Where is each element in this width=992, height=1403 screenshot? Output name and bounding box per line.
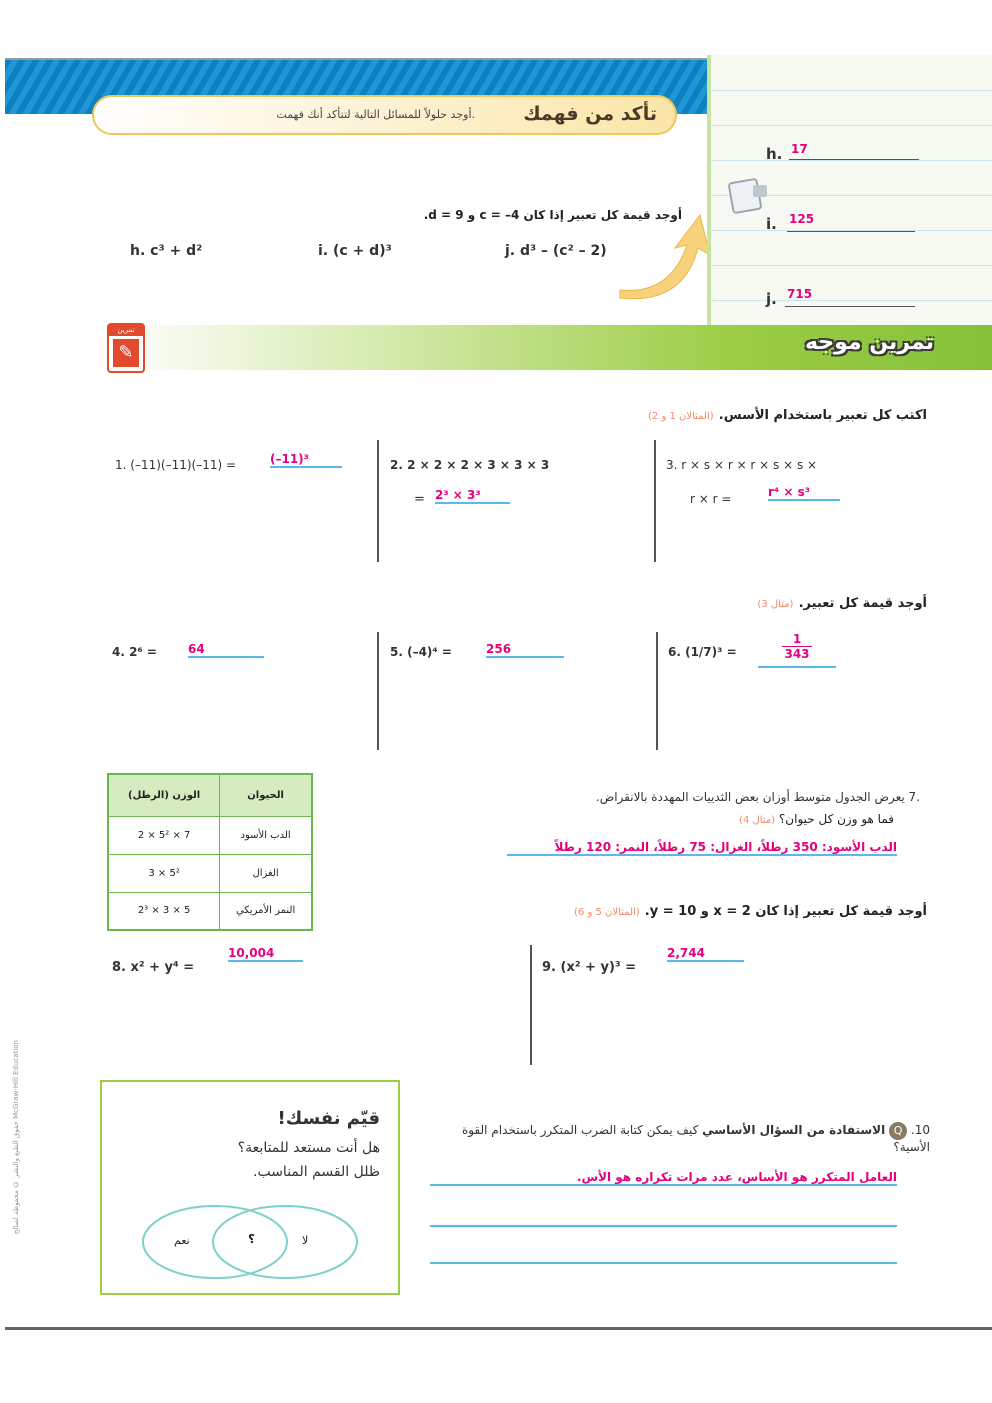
answer-10-line-2[interactable] — [430, 1213, 897, 1227]
problem-6: 6. (1/7)³ = — [668, 645, 737, 659]
table-cell-weight: 3 × 5² — [108, 854, 220, 892]
problem-2: 2. 2 × 2 × 2 × 3 × 3 × 3 — [390, 458, 550, 472]
problem-3-line1: 3. r × s × r × r × s × s × — [666, 458, 818, 472]
check-problem-i: i. (c + d)³ — [318, 243, 392, 259]
answer-2[interactable]: 2³ × 3³ — [435, 488, 510, 504]
answer-1[interactable]: (–11)³ — [270, 452, 342, 468]
table-row — [108, 816, 312, 854]
pencil-check-icon: ✎ — [113, 339, 139, 367]
table-cell-animal: الدب الأسود — [220, 816, 312, 854]
problem-1: 1. (–11)(–11)(–11) = — [115, 458, 237, 472]
self-assessment-box — [100, 1080, 400, 1295]
answer-9[interactable]: 2,744 — [667, 946, 744, 962]
guided-practice-title: تمرين موجه — [804, 330, 934, 355]
answer-7[interactable]: الدب الأسود: 350 رطلاً، الغزال: 75 رطلاً، النمر: 120 رطلاً — [507, 840, 897, 856]
check-problem-h: h. c³ + d² — [130, 243, 203, 259]
answer-6-denominator: 343 — [784, 647, 810, 661]
practice-badge-tag: تمرين — [109, 325, 143, 336]
problem-7-line2: فما هو وزن كل حيوان؟ (مثال 4) — [739, 812, 894, 826]
notebook-icon — [727, 177, 775, 217]
answer-10-line-3[interactable] — [430, 1250, 897, 1264]
animals-table — [107, 773, 313, 931]
table-row — [108, 854, 312, 892]
answer-h: 17 — [791, 142, 808, 156]
answer-panel — [707, 55, 992, 325]
check-instruction: أوجد قيمة كل تعبير إذا كان 4– = c و 9 = d. — [423, 208, 682, 222]
answer-5[interactable]: 256 — [486, 642, 564, 658]
table-cell-weight: 2 × 5² × 7 — [108, 816, 220, 854]
answer-4[interactable]: 64 — [188, 642, 264, 658]
venn-no-label[interactable]: لا — [302, 1234, 309, 1247]
answer-6-numerator: 1 — [782, 632, 812, 647]
answer-label-h: h. — [766, 145, 783, 163]
venn-yes-label[interactable]: نعم — [174, 1234, 190, 1247]
table-row — [108, 892, 312, 930]
answer-i: 125 — [789, 212, 815, 226]
answer-label-j: j. — [766, 290, 777, 308]
problem-5: 5. (–4)⁴ = — [390, 645, 452, 659]
answer-j: 715 — [787, 287, 813, 301]
table-cell-weight: 2³ × 3 × 5 — [108, 892, 220, 930]
venn-maybe-label[interactable]: ؟ — [248, 1232, 255, 1246]
problem-10: 10. Q الاستفادة من السؤال الأساسي كيف يمكن كتابة الضرب المتكرر باستخدام القوة الأسية؟ — [461, 1123, 930, 1154]
instruction-2: أوجد قيمة كل تعبير. (مثال 3) — [757, 596, 927, 611]
answer-6[interactable] — [758, 632, 836, 668]
practice-badge-icon — [107, 323, 145, 373]
problem-4: 4. 2⁶ = — [112, 645, 157, 659]
instruction-1: اكتب كل تعبير باستخدام الأسس. (المثالان 1 و 2) — [648, 408, 927, 423]
problem-2-equals: = — [414, 492, 425, 507]
instruction-3: أوجد قيمة كل تعبير إذا كان 2 = x و 10 = y. (المثالان 5 و 6) — [574, 904, 927, 919]
check-subtitle: أوجد حلولاً للمسائل التالية لتتأكد أنك فهمت. — [276, 108, 475, 121]
self-assessment-instruction: ظلل القسم المناسب. — [253, 1164, 380, 1180]
table-header-animal: الحيوان — [220, 774, 312, 816]
table-cell-animal: النمر الأمريكي — [220, 892, 312, 930]
check-understanding-banner — [92, 95, 677, 135]
check-problem-j: j. d³ – (c² – 2) — [505, 243, 607, 259]
answer-label-i: i. — [766, 215, 777, 233]
curved-arrow-icon — [615, 210, 715, 305]
problem-7-line1: .7 يعرض الجدول متوسط أوزان بعض الثدييات المهددة بالانقراض. — [595, 790, 920, 804]
answer-10[interactable]: العامل المتكرر هو الأساس، عدد مرات تكراره هو الأس. — [430, 1170, 897, 1186]
problem-8: 8. x² + y⁴ = — [112, 960, 195, 975]
self-assessment-title: قيّم نفسك! — [277, 1108, 380, 1129]
problem-3-line2: r × r = — [690, 492, 732, 506]
answer-3[interactable]: r⁴ × s³ — [768, 485, 840, 501]
answer-8[interactable]: 10,004 — [228, 946, 303, 962]
table-header-weight: الوزن (الرطل) — [108, 774, 220, 816]
problem-9: 9. (x² + y)³ = — [542, 960, 637, 975]
self-assessment-question: هل أنت مستعد للمتابعة؟ — [237, 1140, 380, 1156]
check-title: تأكد من فهمك — [523, 103, 657, 125]
essential-question-icon: Q — [889, 1122, 907, 1140]
table-cell-animal: الغزال — [220, 854, 312, 892]
copyright-side-text: حقوق الطبع والنشر © محفوظة لصالح McGraw-Hill Education — [12, 1040, 20, 1235]
